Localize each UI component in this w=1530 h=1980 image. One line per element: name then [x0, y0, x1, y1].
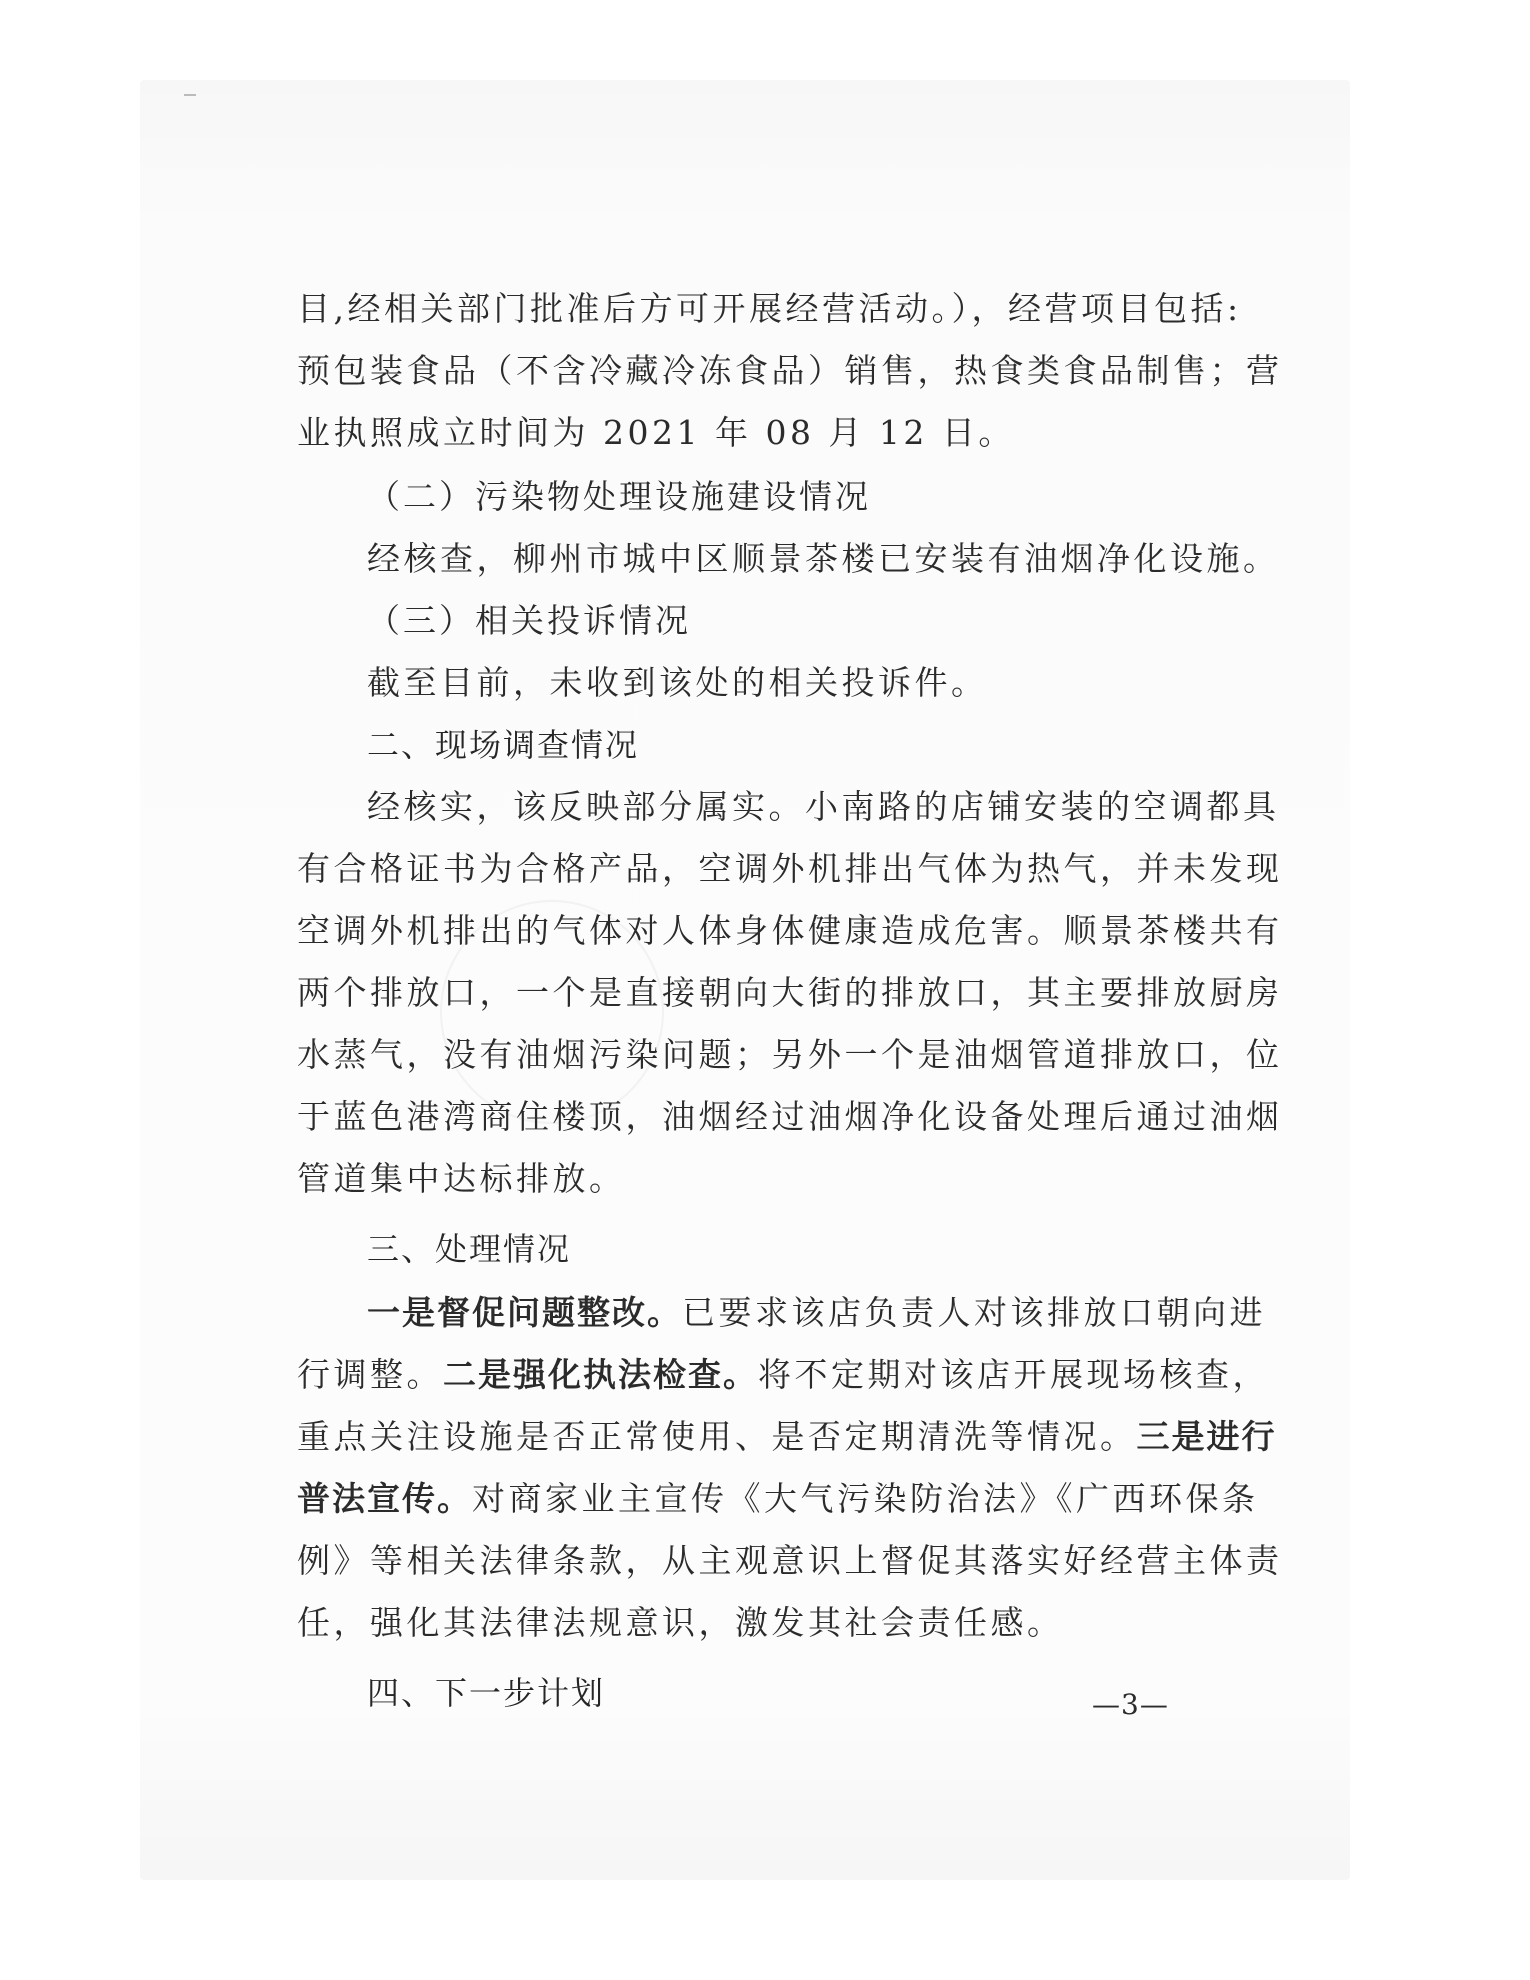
paragraph-line: 空调外机排出的气体对人体身体健康造成危害。顺景茶楼共有 [297, 911, 1283, 950]
paragraph-line [297, 1282, 1266, 1344]
section-heading-4: 四、下一步计划 [367, 1674, 606, 1712]
bold-phrase: 二是强化执法检查。 [443, 1355, 758, 1394]
paragraph-line: 预包装食品（不含冷藏冷冻食品）销售，热食类食品制售；营 [297, 351, 1283, 390]
paragraph-line: 任，强化其法律法规意识，激发其社会责任感。 [297, 1603, 1064, 1642]
paragraph-line: 水蒸气，没有油烟污染问题；另外一个是油烟管道排放口，位 [297, 1035, 1283, 1074]
paragraph-line [297, 1344, 1269, 1406]
paragraph-line: 业执照成立时间为 2021 年 08 月 12 日。 [297, 413, 1015, 452]
paragraph-line [297, 1468, 1259, 1530]
paragraph-line: 有合格证书为合格产品，空调外机排出气体为热气，并未发现 [297, 849, 1283, 888]
paragraph-line: 经核查，柳州市城中区顺景茶楼已安装有油烟净化设施。 [367, 539, 1280, 578]
bold-phrase: 普法宣传。 [297, 1479, 472, 1518]
paragraph-text: 行调整。 [297, 1355, 443, 1394]
paragraph-line: 例》等相关法律条款，从主观意识上督促其落实好经营主体责 [297, 1541, 1283, 1580]
section-heading-2: 二、现场调查情况 [367, 726, 640, 764]
paragraph-line: 管道集中达标排放。 [297, 1159, 626, 1198]
paragraph-line: 于蓝色港湾商住楼顶，油烟经过油烟净化设备处理后通过油烟 [297, 1097, 1283, 1136]
paragraph-line: 经核实，该反映部分属实。小南路的店铺安装的空调都具 [367, 787, 1280, 826]
document-body [297, 278, 1283, 1724]
page-number: —3— [1092, 1688, 1169, 1721]
paragraph-line: 目,经相关部门批准后方可开展经营活动。），经营项目包括: [297, 289, 1242, 328]
paragraph-line [297, 1406, 1277, 1468]
paragraph-text: 重点关注设施是否正常使用、是否定期清洗等情况。 [297, 1417, 1137, 1456]
section-heading-3: 三、处理情况 [367, 1230, 572, 1268]
subsection-heading-2: （二）污染物处理设施建设情况 [367, 477, 871, 516]
scan-corner-mark [184, 94, 196, 96]
paragraph-text: 将不定期对该店开展现场核查， [758, 1355, 1269, 1394]
bold-phrase: 三是进行 [1136, 1417, 1277, 1456]
paragraph-line: 两个排放口，一个是直接朝向大街的排放口，其主要排放厨房 [297, 973, 1283, 1012]
bold-phrase: 一是督促问题整改。 [367, 1293, 682, 1332]
paragraph-text: 对商家业主宣传《大气污染防治法》《广西环保条 [472, 1479, 1259, 1518]
subsection-heading-3: （三）相关投诉情况 [367, 601, 691, 640]
paragraph-text: 已要求该店负责人对该排放口朝向进 [682, 1293, 1266, 1332]
paragraph-line: 截至目前，未收到该处的相关投诉件。 [367, 663, 988, 702]
